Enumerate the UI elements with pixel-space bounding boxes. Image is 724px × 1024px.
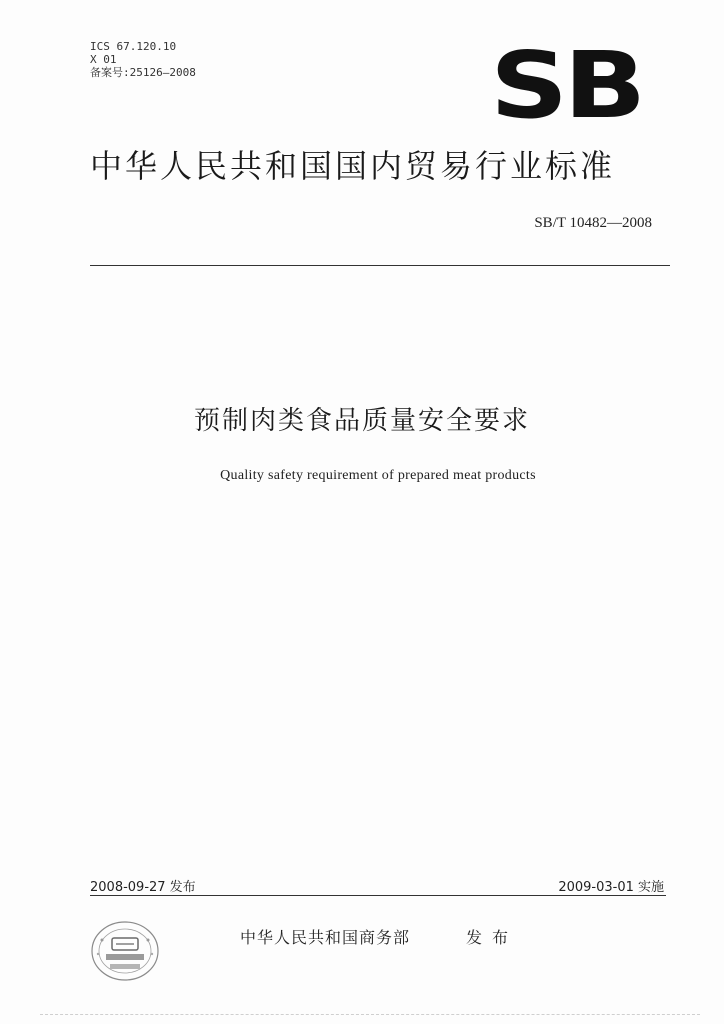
sb-logo: SB xyxy=(490,32,642,139)
ics-code: ICS 67.120.10 xyxy=(90,40,177,53)
implementation-date: 2009-03-01 实施 xyxy=(558,880,664,895)
document-title-cn: 预制肉类食品质量安全要求 xyxy=(193,406,530,436)
scan-edge-line xyxy=(40,1014,700,1015)
anti-counterfeit-seal-icon xyxy=(88,918,162,984)
issuer-title: 中华人民共和国国内贸易行业标准 xyxy=(90,147,616,185)
standard-number: SB/T 10482—2008 xyxy=(534,215,652,231)
issue-date: 2008-09-27 发布 xyxy=(90,880,196,895)
publish-label: 发布 xyxy=(466,928,519,947)
publisher-name: 中华人民共和国商务部 xyxy=(240,928,411,947)
classification-block xyxy=(90,40,196,79)
class-code: X 01 xyxy=(90,53,117,66)
bottom-divider xyxy=(90,895,666,896)
document-title-en: Quality safety requirement of prepared meat products xyxy=(220,468,536,483)
top-divider xyxy=(90,265,670,266)
filing-number: 备案号:25126—2008 xyxy=(90,66,196,79)
